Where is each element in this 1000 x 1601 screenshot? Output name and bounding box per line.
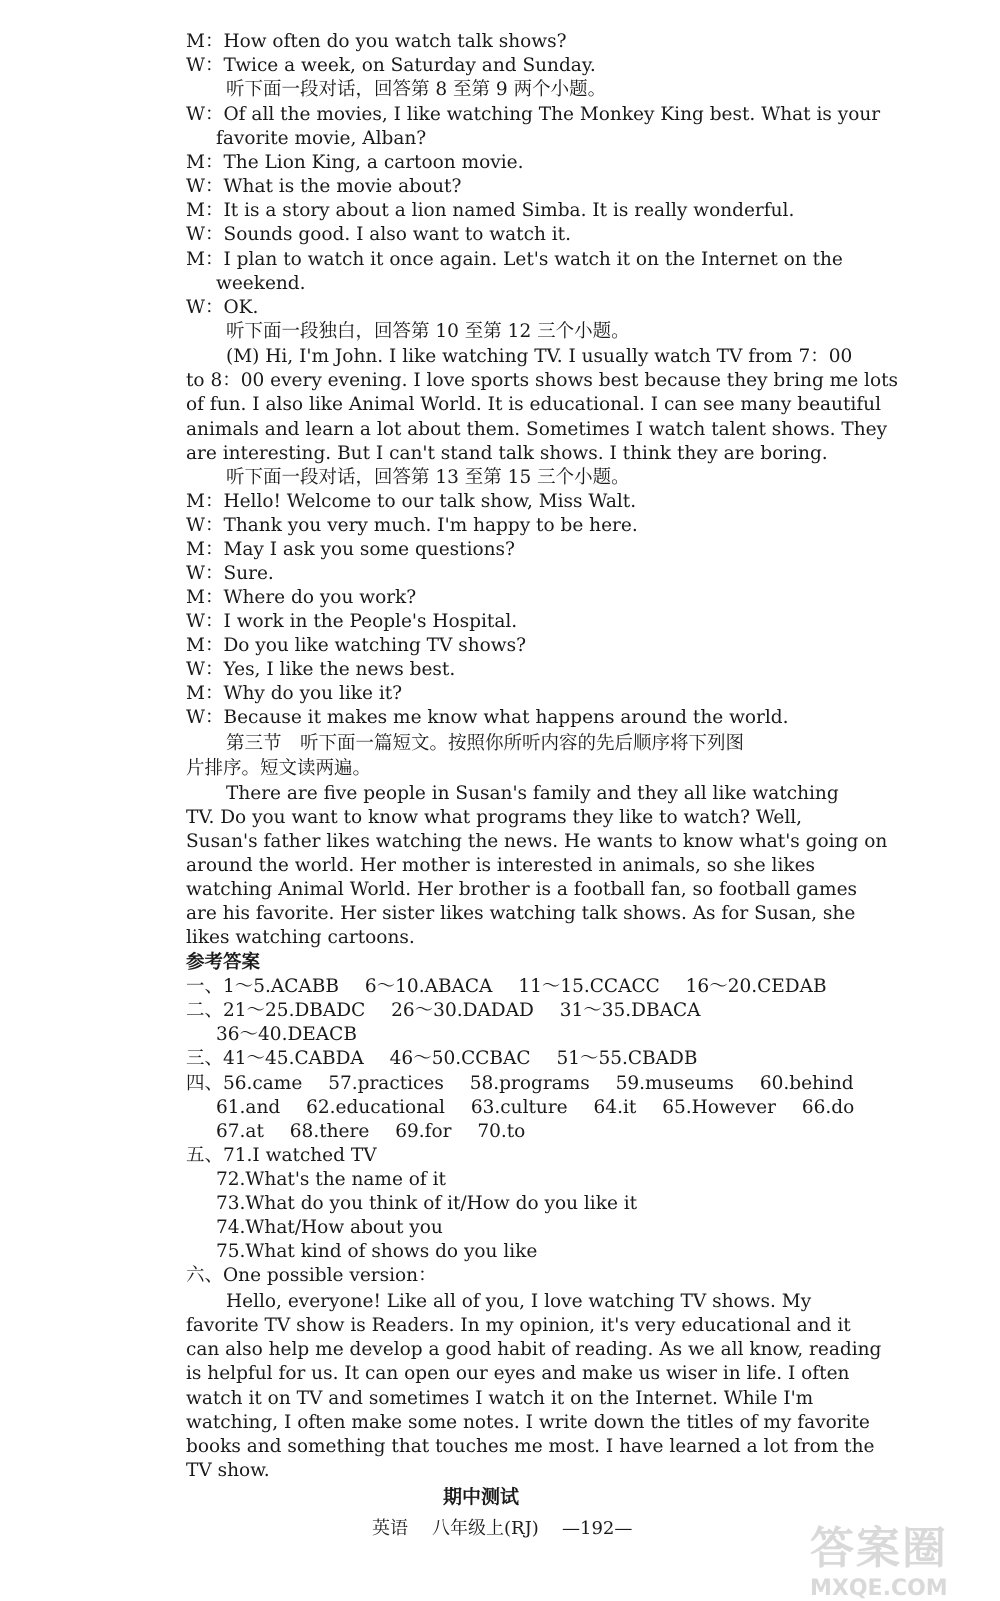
script-line: W：OK. (186, 297, 259, 318)
section-instruction: 第三节 听下面一篇短文。按照你所听内容的先后顺序将下列图 (226, 733, 745, 754)
script-line: favorite movie, Alban? (216, 128, 427, 149)
writing-line: Hello, everyone! Like all of you, I love watching TV shows. My (226, 1291, 812, 1312)
answer-item: 75.What kind of shows do you like (216, 1241, 538, 1262)
answer-item: 四、56.came (186, 1073, 303, 1094)
writing-line: watch it on TV and sometimes I watch it on the Internet. While I'm (186, 1388, 814, 1409)
passage-line: Susan's father likes watching the news. He wants to know what's going on (186, 831, 888, 852)
answer-item: 26～30.DADAD (391, 1000, 534, 1021)
answer-item: 31～35.DBACA (559, 1000, 701, 1021)
script-line: W：I work in the People's Hospital. (186, 611, 518, 632)
answers-heading: 参考答案 (186, 952, 261, 973)
passage-line: There are five people in Susan's family and they all like watching (226, 783, 839, 804)
script-line: (M) Hi, I'm John. I like watching TV. I usually watch TV from 7：00 (226, 346, 853, 367)
script-line: M：Where do you work? (186, 587, 417, 608)
answer-item: 11～15.CCACC (518, 976, 660, 997)
script-line: of fun. I also like Animal World. It is educational. I can see many beautiful (186, 394, 881, 415)
answer-item: 6～10.ABACA (364, 976, 493, 997)
answer-item: 二、21～25.DBADC (186, 1000, 366, 1021)
section-instruction: 听下面一段独白，回答第 10 至第 12 三个小题。 (226, 321, 630, 342)
section-instruction: 片排序。短文读两遍。 (186, 758, 372, 779)
answer-item: 67.at (216, 1121, 264, 1142)
script-line: animals and learn a lot about them. Sometimes I watch talent shows. They (186, 419, 888, 440)
answer-item: 66.do (801, 1097, 855, 1118)
answer-item: 一、1～5.ACABB (186, 976, 339, 997)
script-line: W：Sounds good. I also want to watch it. (186, 224, 571, 245)
script-line: W：Thank you very much. I'm happy to be here. (186, 515, 638, 536)
answer-row (186, 999, 720, 1023)
script-line: M：Why do you like it? (186, 683, 403, 704)
script-line: to 8：00 every evening. I love sports shows best because they bring me lots (186, 370, 899, 391)
script-line: W：Yes, I like the news best. (186, 659, 456, 680)
answer-item: 74.What/How about you (216, 1217, 443, 1238)
writing-line: can also help me develop a good habit of reading. As we all know, reading (186, 1339, 882, 1360)
passage-line: are his favorite. Her sister likes watching talk shows. As for Susan, she (186, 903, 856, 924)
answer-item: 五、71.I watched TV (186, 1145, 377, 1166)
script-line: M：May I ask you some questions? (186, 539, 515, 560)
footer-subject: 英语 (372, 1518, 408, 1539)
writing-line: TV show. (186, 1460, 270, 1481)
watermark-url: MXQE.COM (810, 1576, 948, 1601)
passage-line: watching Animal World. Her brother is a football fan, so football games (186, 879, 858, 900)
answer-item: 69.for (395, 1121, 452, 1142)
script-line: W：Twice a week, on Saturday and Sunday. (186, 55, 596, 76)
script-line: W：Of all the movies, I like watching The Monkey King best. What is your (186, 104, 881, 125)
writing-line: books and something that touches me most. I have learned a lot from the (186, 1436, 875, 1457)
script-line: M：I plan to watch it once again. Let's watch it on the Internet on the (186, 249, 843, 270)
answer-item: 63.culture (470, 1097, 568, 1118)
writing-heading: 六、One possible version： (186, 1265, 437, 1286)
answer-row (186, 1072, 874, 1096)
answer-item: 61.and (216, 1097, 281, 1118)
answer-item: 68.there (289, 1121, 370, 1142)
section-instruction: 听下面一段对话，回答第 13 至第 15 三个小题。 (226, 467, 630, 488)
answer-row (216, 1096, 874, 1120)
answer-item: 64.it (593, 1097, 637, 1118)
answer-row (186, 1047, 717, 1071)
answer-item: 65.However (662, 1097, 776, 1118)
answer-row (186, 975, 847, 999)
answer-item: 36～40.DEACB (216, 1024, 357, 1045)
answer-item: 57.practices (328, 1073, 444, 1094)
script-line: M：Hello! Welcome to our talk show, Miss Walt. (186, 491, 637, 512)
writing-line: favorite TV show is Readers. In my opinion, it's very educational and it (186, 1315, 851, 1336)
answer-item: 70.to (477, 1121, 526, 1142)
passage-line: TV. Do you want to know what programs they like to watch? Well, (186, 807, 803, 828)
passage-line: likes watching cartoons. (186, 927, 415, 948)
footer-grade: 八年级上(RJ) (432, 1518, 539, 1539)
script-line: weekend. (216, 273, 306, 294)
answer-item: 73.What do you think of it/How do you like it (216, 1193, 638, 1214)
answer-item: 46～50.CCBAC (389, 1048, 531, 1069)
writing-line: watching, I often make some notes. I write down the titles of my favorite (186, 1412, 870, 1433)
script-line: M：How often do you watch talk shows? (186, 31, 567, 52)
answer-item: 59.museums (615, 1073, 734, 1094)
answer-item: 16～20.CEDAB (685, 976, 827, 997)
answer-item: 62.educational (306, 1097, 445, 1118)
answer-item: 51～55.CBADB (556, 1048, 698, 1069)
section-title: 期中测试 (443, 1486, 520, 1508)
answer-item: 72.What's the name of it (216, 1169, 446, 1190)
writing-line: is helpful for us. It can open our eyes and make us wiser in life. I often (186, 1363, 850, 1384)
answer-item: 三、41～45.CABDA (186, 1048, 364, 1069)
footer-page-number: —192— (562, 1518, 633, 1539)
script-line: W：Because it makes me know what happens around the world. (186, 707, 789, 728)
answer-item: 60.behind (759, 1073, 854, 1094)
answer-row (216, 1120, 545, 1144)
script-line: M：The Lion King, a cartoon movie. (186, 152, 524, 173)
script-line: W：What is the movie about? (186, 176, 462, 197)
watermark-text: 答案圈 (810, 1523, 948, 1574)
passage-line: around the world. Her mother is interested in animals, so she likes (186, 855, 816, 876)
script-line: W：Sure. (186, 563, 274, 584)
script-line: M：Do you like watching TV shows? (186, 635, 527, 656)
script-line: are interesting. But I can't stand talk shows. I think they are boring. (186, 443, 828, 464)
section-instruction: 听下面一段对话，回答第 8 至第 9 两个小题。 (226, 79, 607, 100)
answer-row (216, 1023, 377, 1047)
watermark-logo (810, 1512, 980, 1601)
script-line: M：It is a story about a lion named Simba. It is really wonderful. (186, 200, 795, 221)
answer-item: 58.programs (469, 1073, 590, 1094)
